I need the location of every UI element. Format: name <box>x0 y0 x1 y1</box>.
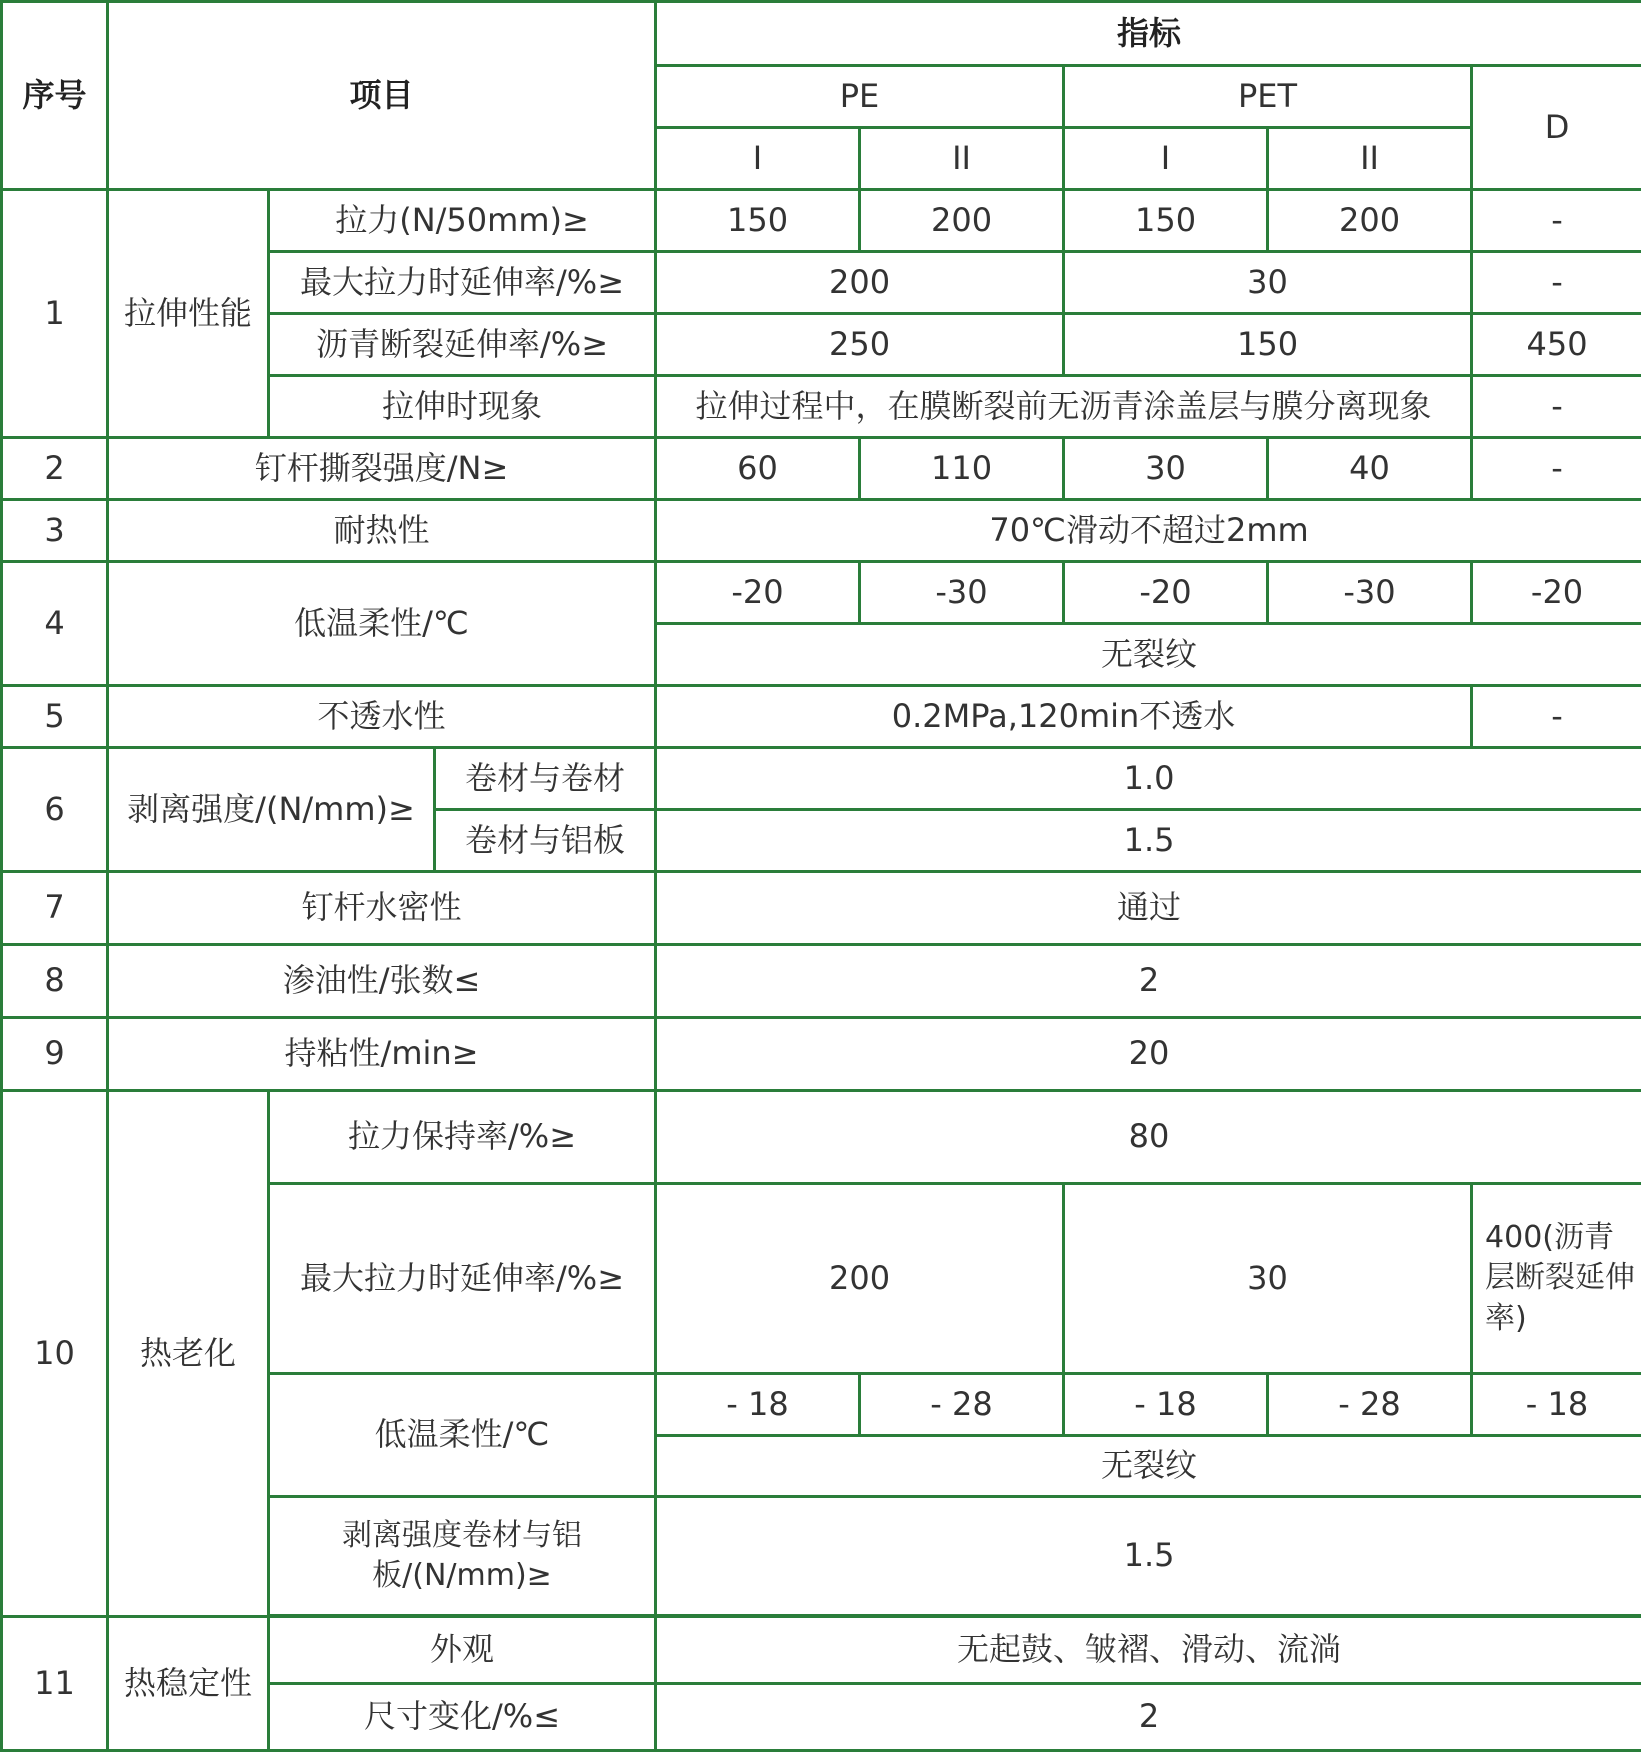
cell-value: 400(沥青层断裂延伸率) <box>1472 1184 1641 1374</box>
row-number: 7 <box>2 872 108 945</box>
cell-value: 拉伸过程中，在膜断裂前无沥青涂盖层与膜分离现象 <box>656 376 1472 438</box>
cell-value: - <box>1472 190 1641 252</box>
table-row <box>2 1018 1641 1091</box>
row-label: 低温柔性/℃ <box>269 1374 656 1497</box>
cell-value: 2 <box>656 945 1641 1018</box>
cell-value: 0.2MPa,120min不透水 <box>656 686 1472 748</box>
cell-value: 40 <box>1268 438 1472 500</box>
row-group: 热老化 <box>108 1091 269 1617</box>
row-label: 钉杆撕裂强度/N≥ <box>108 438 656 500</box>
cell-value: 200 <box>656 1184 1064 1374</box>
cell-value: 80 <box>656 1091 1641 1184</box>
table-row <box>2 748 1641 810</box>
cell-value: 60 <box>656 438 860 500</box>
row-label: 沥青断裂延伸率/%≥ <box>269 314 656 376</box>
row-label: 最大拉力时延伸率/%≥ <box>269 1184 656 1374</box>
row-number: 6 <box>2 748 108 872</box>
row-label: 持粘性/min≥ <box>108 1018 656 1091</box>
cell-value: 1.5 <box>656 810 1641 872</box>
row-number: 3 <box>2 500 108 562</box>
cell-value: 200 <box>656 252 1064 314</box>
cell-value: 无起鼓、皱褶、滑动、流淌 <box>656 1617 1641 1684</box>
cell-value: 250 <box>656 314 1064 376</box>
row-label: 拉力(N/50mm)≥ <box>269 190 656 252</box>
cell-value: - 28 <box>860 1374 1064 1436</box>
cell-value: 450 <box>1472 314 1641 376</box>
cell-value: - 18 <box>1064 1374 1268 1436</box>
row-label: 剥离强度卷材与铝板/(N/mm)≥ <box>269 1497 656 1616</box>
cell-value: -20 <box>656 562 860 624</box>
row-label: 尺寸变化/%≤ <box>269 1684 656 1751</box>
header-pe-grade-1: I <box>656 128 860 190</box>
cell-value: -20 <box>1064 562 1268 624</box>
header-row-1 <box>2 2 1641 66</box>
row-label: 外观 <box>269 1617 656 1684</box>
header-no: 序号 <box>2 2 108 190</box>
row-label: 低温柔性/℃ <box>108 562 656 686</box>
row-group: 拉伸性能 <box>108 190 269 438</box>
cell-value: - 18 <box>656 1374 860 1436</box>
table-row <box>2 686 1641 748</box>
table-row <box>2 872 1641 945</box>
cell-value: 2 <box>656 1684 1641 1751</box>
cell-value: 30 <box>1064 438 1268 500</box>
table-row <box>2 1617 1641 1684</box>
row-label: 拉伸时现象 <box>269 376 656 438</box>
cell-value: 150 <box>656 190 860 252</box>
cell-value: - <box>1472 438 1641 500</box>
row-number: 9 <box>2 1018 108 1091</box>
cell-value: -30 <box>1268 562 1472 624</box>
row-label: 耐热性 <box>108 500 656 562</box>
cell-value: -30 <box>860 562 1064 624</box>
row-number: 2 <box>2 438 108 500</box>
cell-value: - 18 <box>1472 1374 1641 1436</box>
table-row <box>2 190 1641 252</box>
row-label: 剥离强度/(N/mm)≥ <box>108 748 435 872</box>
cell-value: - <box>1472 376 1641 438</box>
row-number: 1 <box>2 190 108 438</box>
cell-value: 1.5 <box>656 1497 1641 1616</box>
header-indicator: 指标 <box>656 2 1641 66</box>
table-row <box>2 438 1641 500</box>
row-label: 不透水性 <box>108 686 656 748</box>
cell-value: 150 <box>1064 190 1268 252</box>
cell-value: 30 <box>1064 252 1472 314</box>
row-number: 5 <box>2 686 108 748</box>
header-pet: PET <box>1064 66 1472 128</box>
row-sublabel: 卷材与铝板 <box>435 810 656 872</box>
row-label: 最大拉力时延伸率/%≥ <box>269 252 656 314</box>
row-label: 钉杆水密性 <box>108 872 656 945</box>
cell-value: - <box>1472 252 1641 314</box>
row-number: 10 <box>2 1091 108 1617</box>
cell-value: - 28 <box>1268 1374 1472 1436</box>
row-group: 热稳定性 <box>108 1617 269 1751</box>
table-row <box>2 500 1641 562</box>
row-number: 11 <box>2 1617 108 1751</box>
cell-value: 20 <box>656 1018 1641 1091</box>
cell-value: 通过 <box>656 872 1641 945</box>
cell-value: 70℃滑动不超过2mm <box>656 500 1641 562</box>
header-pe-grade-2: II <box>860 128 1064 190</box>
cell-value: 无裂纹 <box>656 624 1641 686</box>
row-sublabel: 卷材与卷材 <box>435 748 656 810</box>
cell-value: 1.0 <box>656 748 1641 810</box>
header-pet-grade-2: II <box>1268 128 1472 190</box>
table-row <box>2 1091 1641 1184</box>
row-number: 4 <box>2 562 108 686</box>
cell-value: 30 <box>1064 1184 1472 1374</box>
header-pet-grade-1: I <box>1064 128 1268 190</box>
header-pe: PE <box>656 66 1064 128</box>
cell-value: 150 <box>1064 314 1472 376</box>
row-label: 渗油性/张数≤ <box>108 945 656 1018</box>
cell-value: - <box>1472 686 1641 748</box>
cell-value: 200 <box>1268 190 1472 252</box>
cell-value: -20 <box>1472 562 1641 624</box>
header-item: 项目 <box>108 2 656 190</box>
cell-value: 110 <box>860 438 1064 500</box>
header-d: D <box>1472 66 1641 190</box>
cell-value: 200 <box>860 190 1064 252</box>
table-row <box>2 945 1641 1018</box>
cell-value: 无裂纹 <box>656 1436 1641 1497</box>
row-label: 拉力保持率/%≥ <box>269 1091 656 1184</box>
row-number: 8 <box>2 945 108 1018</box>
table-row <box>2 562 1641 624</box>
